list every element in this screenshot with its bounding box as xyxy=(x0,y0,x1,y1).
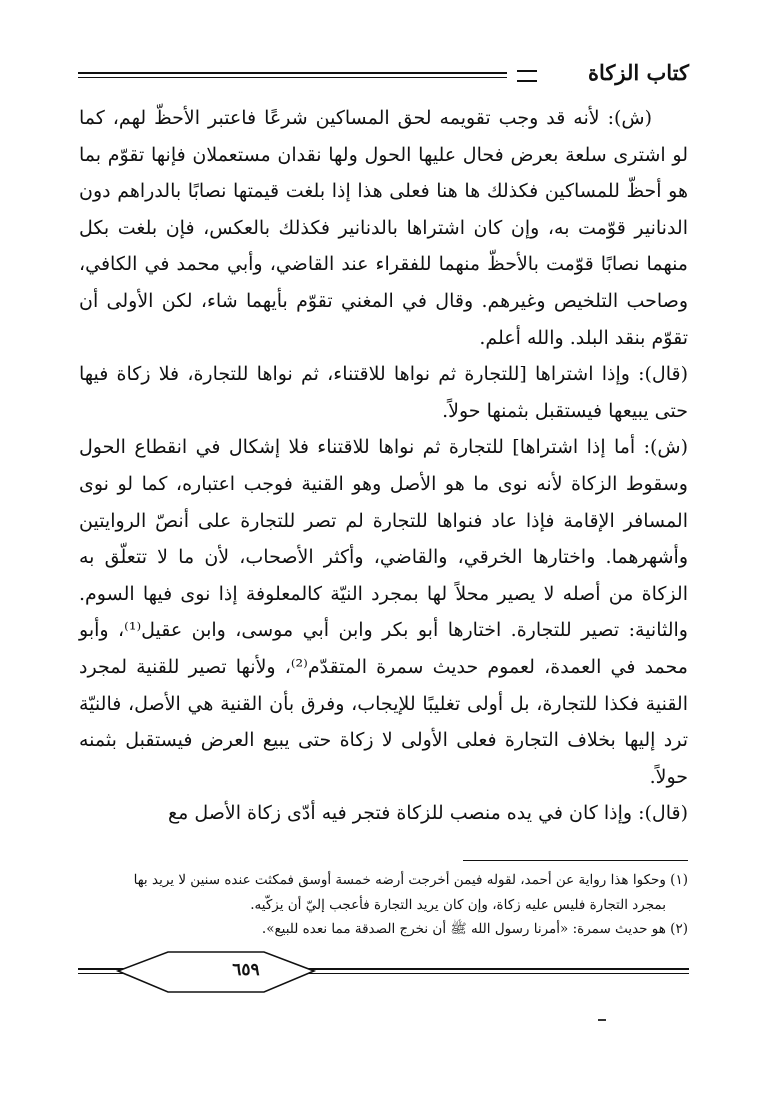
footnote-1: (١) وحكوا هذا رواية عن أحمد، لقوله فيمن أخرجت أرضه خمسة أوسق فمكثت عنده سنين لا يريد بها xyxy=(133,872,688,888)
footnote-separator xyxy=(463,860,688,861)
footnote-1-continued: بمجرد التجارة فليس عليه زكاة، وإن كان يريد التجارة فأعجب إليّ أن يزكّيه. xyxy=(250,896,666,913)
paragraph-4: (قال): وإذا كان في يده منصب للزكاة فتجر فيه أدّى زكاة الأصل مع xyxy=(168,802,688,825)
page-number: ٦٥٩ xyxy=(232,960,260,980)
main-text xyxy=(79,100,688,832)
page-footer xyxy=(78,950,689,1002)
header-rule xyxy=(78,72,507,78)
paragraph-2: (قال): وإذا اشتراها [للتجارة ثم نواها للاقتناء، ثم نواها للتجارة، فلا زكاة فيها حتى يبيعها فيستقبل بثمنها حولاً. xyxy=(79,363,688,422)
running-title: كتاب الزكاة xyxy=(587,60,689,85)
paragraph-1: (ش): لأنه قد وجب تقويمه لحق المساكين شرعًا فاعتبر الأحظّ لهم، كما لو اشترى سلعة بعرض فحال عليها الحول ولها نقدان مستعملان فإنها تقوّم بما هو أحظّ للمساكين فكذلك ها هنا فعلى هذا إذا بلغت قيمتها نصابًا بالدراهم دون الدنانير قوّمت به، وإن كان اشتراها بالدنانير فكذلك بالعكس، فإن بلغت بكل منهما نصابًا قوّمت بالأحظّ منهما للفقراء عند القاضي، وأبي محمد في الكافي، وصاحب التلخيص وغيرهم. وقال في المغني تقوّم بأيهما شاء، لكن الأولى أن تقوّم بنقد البلد. والله أعلم. xyxy=(79,107,688,349)
title-ornament xyxy=(517,70,537,82)
stray-mark xyxy=(598,1019,606,1021)
paragraph-3: (ش): أما إذا اشتراها] للتجارة ثم نواها للاقتناء فلا إشكال في انقطاع الحول وسقوط الزكاة لأنه نوى ما هو الأصل وهو القنية فوجب اعتباره، كما لو نوى المسافر الإقامة فإذا عاد فنواها للتجارة لم تصر للتجارة على أنصّ الروايتين وأشهرهما. واختارها الخرقي، والقاضي، وأكثر الأصحاب، لأن ما لا تتعلّق به الزكاة من أصله لا يصير محلاً لها بمجرد النيّة كالمعلوفة إذا نوى فيها السوم. والثانية: تصير للتجارة. اختارها أبو بكر وابن أبي موسى، وابن عقيل⁽¹⁾، وأبو محمد في العمدة، لعموم حديث سمرة المتقدّم⁽²⁾، ولأنها تصير للقنية لمجرد القنية فكذا للتجارة، بل أولى تغليبًا للإيجاب، وفرق بأن القنية هي الأصل، فالنيّة ترد إليها بخلاف التجارة فعلى الأولى لا زكاة حتى يبيع العرض فيستقبل بثمنه حولاً. xyxy=(79,436,688,788)
footnotes xyxy=(79,868,688,942)
page-header xyxy=(78,58,689,90)
footnote-2: (٢) هو حديث سمرة: «أمرنا رسول الله ﷺ أن نخرج الصدقة مما نعده للبيع». xyxy=(261,921,688,937)
